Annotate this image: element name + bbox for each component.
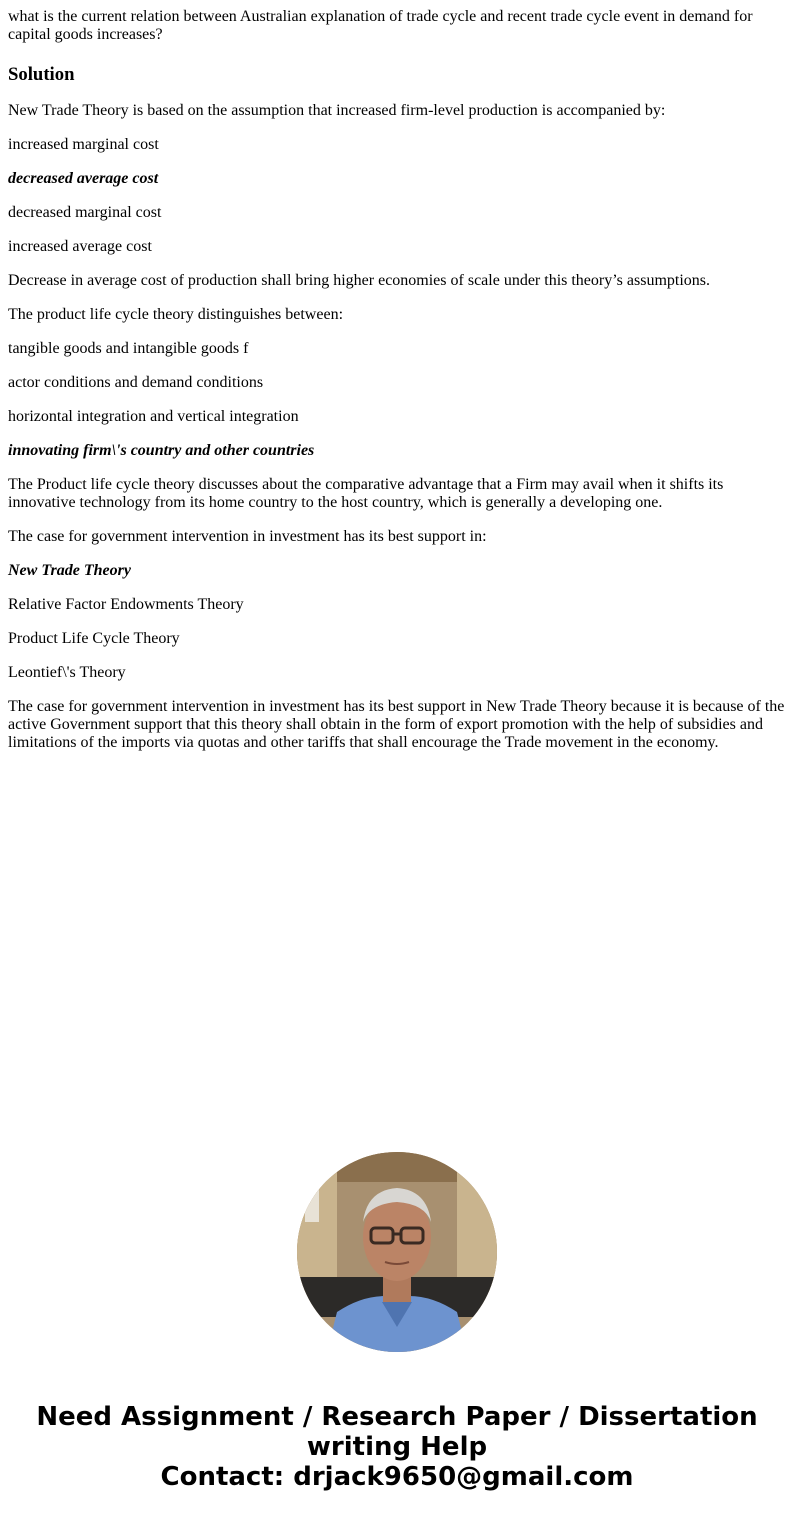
option-item: increased marginal cost — [8, 136, 159, 153]
option-item: actor conditions and demand conditions — [8, 374, 264, 391]
call-to-action — [0, 1402, 794, 1492]
paragraph: The case for government intervention in investment has its best support in: — [8, 528, 487, 545]
solution-heading: Solution — [8, 64, 75, 85]
paragraph: The product life cycle theory distinguishes between: — [8, 306, 344, 323]
paragraph: The case for government intervention in investment has its best support in New Trade Theory because it is because of the active Government support that this theory shall obtain in the form of export promotion with the help of subsidies and limitations of the imports via quotas and other tariffs that shall encourage the Trade movement in the economy. — [8, 698, 785, 751]
document-body — [0, 0, 794, 752]
correct-option-item: decreased average cost — [8, 170, 159, 187]
paragraph: Decrease in average cost of production shall bring higher economies of scale under this theory’s assumptions. — [8, 272, 711, 289]
option-item: decreased marginal cost — [8, 204, 162, 221]
paragraph: The Product life cycle theory discusses about the comparative advantage that a Firm may avail when it shifts its innovative technology from its home country to the host country, which is generally a developing one. — [8, 476, 724, 511]
cta-line: writing Help — [306, 1432, 488, 1462]
person-portrait-icon — [297, 1152, 497, 1352]
paragraph: New Trade Theory is based on the assumption that increased firm-level production is accompanied by: — [8, 102, 666, 119]
correct-option-item: innovating firm\'s country and other countries — [8, 442, 315, 459]
option-item: Relative Factor Endowments Theory — [8, 596, 244, 613]
option-item: Leontief\'s Theory — [8, 664, 126, 681]
option-item: Product Life Cycle Theory — [8, 630, 180, 647]
promo-footer — [0, 1152, 794, 1492]
contact-email: Contact: drjack9650@gmail.com — [160, 1462, 634, 1492]
correct-option-item: New Trade Theory — [8, 562, 131, 579]
cta-line: Need Assignment / Research Paper / Dissertation — [36, 1402, 758, 1432]
option-item: increased average cost — [8, 238, 152, 255]
question-text: what is the current relation between Australian explanation of trade cycle and recent trade cycle event in demand for capital goods increases? — [8, 8, 753, 43]
option-item: tangible goods and intangible goods f — [8, 340, 249, 357]
option-item: horizontal integration and vertical integration — [8, 408, 299, 425]
